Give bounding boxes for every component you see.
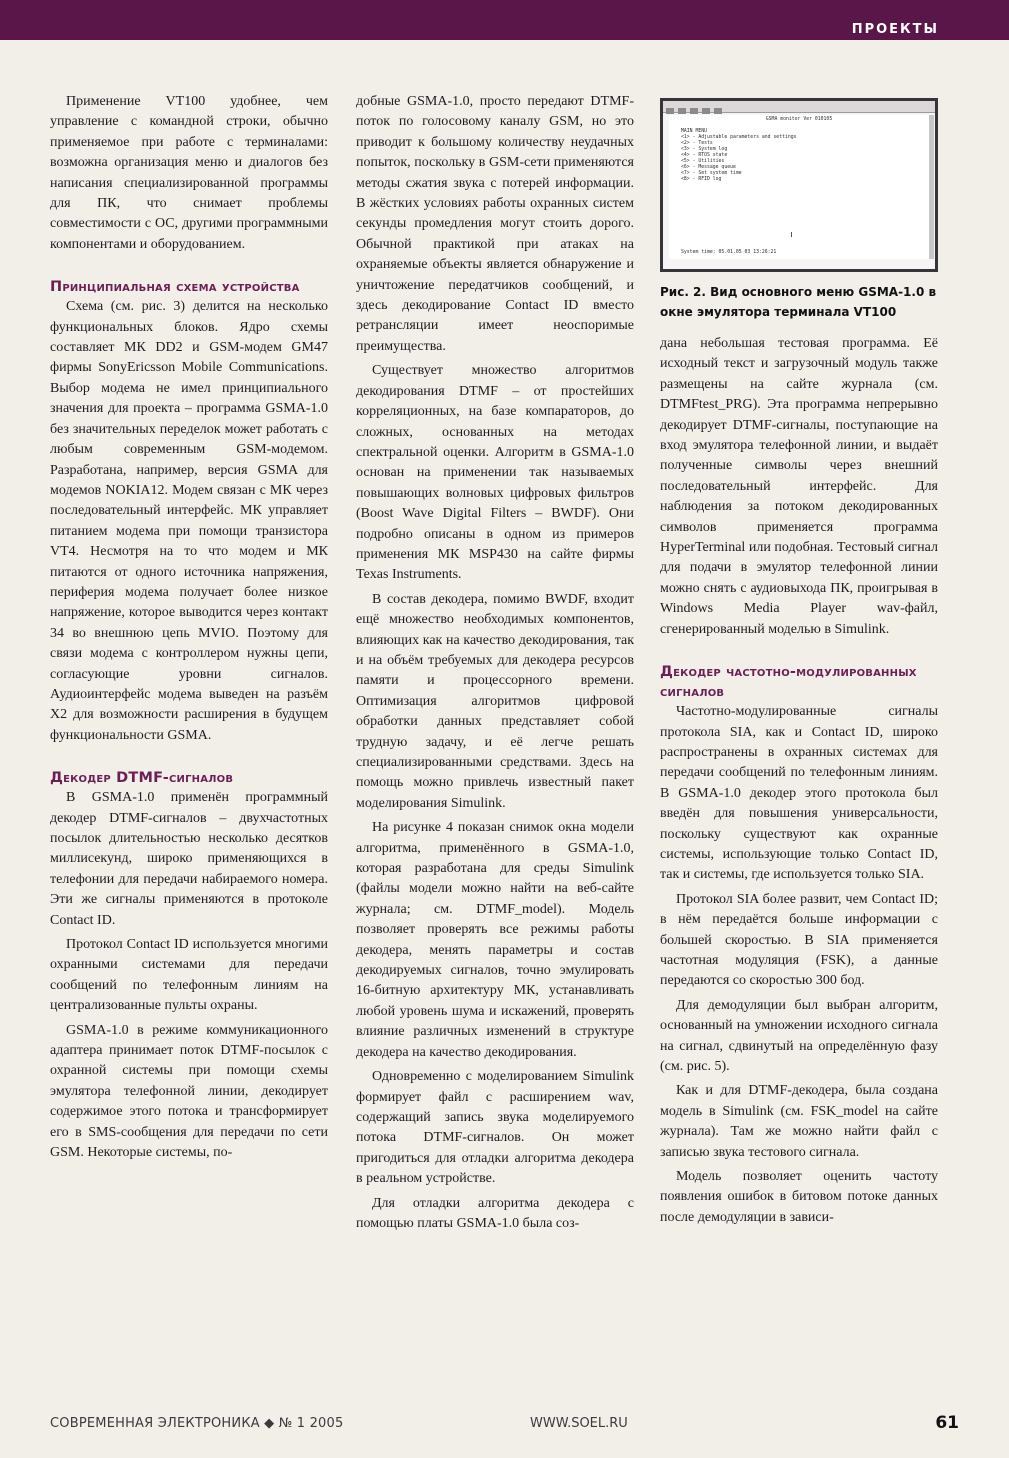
- page-number: 61: [935, 1413, 959, 1433]
- terminal-line: <5> - Utilities: [681, 159, 725, 164]
- column-2: [356, 92, 634, 1234]
- paragraph: Существует множество алгоритмов декодирования DTMF – от простейших корреляционных, на базе компараторов, до сложных, основанных на методах спектральной оценки. Алгоритм в GSMA-1.0 основан на применении так называемых повышающих волновых цифровых фильтров (Boost Wave Digital Filters – BWDF). Они подробно описаны в одном из примеров применения МК MSP430 на сайте фирмы Texas Instruments.: [356, 363, 634, 583]
- section-heading-scheme: Принципиальная схема устройства: [50, 279, 300, 296]
- paragraph: В состав декодера, помимо BWDF, входит ещё множество необходимых компонентов, влияющих как на качество декодирования, так и на объём требуемых для декодера ресурсов памяти и процессорного времени. Оптимизация алгоритмов цифровой обработки данных представляет собой трудную задачу, и её легче решать специализированными средствами. Здесь на помощь можно привлечь известный пакет моделирования Simulink.: [356, 591, 634, 811]
- figure-caption: Рис. 2. Вид основного меню GSMA-1.0 в окне эмулятора терминала VT100: [660, 285, 937, 319]
- page-footer: [50, 1413, 959, 1436]
- magazine-title: СОВРЕМЕННАЯ ЭЛЕКТРОНИКА ◆ № 1 2005: [50, 1416, 344, 1431]
- paragraph: добные GSMA-1.0, просто передают DTMF-поток по голосовому каналу GSM, но это приводит к большому количеству неудачных попыток, поскольку в GSM-сети применяются методы сжатия звука с потерей информации. В жёстких условиях работы охранных систем секунды промедления могут стоить дорого. Обычной практикой при атаках на охраняемые объекты является обнаружение и уничтожение передатчиков сообщений, и здесь декодирование Contact ID вместо ретрансляции имеет неоспоримые преимущества.: [356, 94, 634, 354]
- column-1: [50, 92, 328, 1164]
- terminal-line: <8> - RFID log: [681, 177, 722, 182]
- section-label: ПРОЕКТЫ: [851, 22, 939, 37]
- website-url: WWW.SOEL.RU: [530, 1416, 628, 1431]
- paragraph: Одновременно с моделированием Simulink формирует файл с расширением wav, содержащий запись звука моделируемого потока DTMF-сигналов. Он может пригодиться для отладки алгоритма декодера в реальном устройстве.: [356, 1069, 634, 1187]
- terminal-line: <4> - RTOS state: [681, 153, 728, 158]
- terminal-screenshot-figure: [660, 98, 938, 272]
- terminal-window: [669, 115, 929, 259]
- paragraph: Протокол SIA более развит, чем Contact ID; в нём передаётся больше информации с большей скоростью. В SIA применяется частотная модуляция (FSK), а данные передаются со скоростью 300 бод.: [660, 891, 938, 989]
- paragraph: Как и для DTMF-декодера, была создана модель в Simulink (см. FSK_model на сайте журнала). Там же можно найти файл с записью звука тестового сигнала.: [660, 1083, 938, 1160]
- terminal-menu: [681, 129, 929, 183]
- terminal-scrollbar: [929, 115, 934, 259]
- paragraph: Протокол Contact ID используется многими охранными системами для передачи сообщений по телефонным линиям на централизованные пульты охраны.: [50, 937, 328, 1014]
- paragraph: GSMA-1.0 в режиме коммуникационного адаптера принимает поток DTMF-посылок с охранной системы при помощи схемы эмулятора телефонной линии, декодирует содержимое этого потока и трансформирует его в SMS-сообщения для передачи по сети GSM. Некоторые системы, по-: [50, 1022, 328, 1161]
- section-heading-fsk: Декодер частотно-модулированных сигналов: [660, 664, 917, 701]
- column-3: [660, 92, 938, 1228]
- paragraph: Модель позволяет оценить частоту появления ошибок в битовом потоке данных после демодуляции в зависи-: [660, 1169, 938, 1225]
- paragraph: Применение VT100 удобнее, чем управление с командной строки, обычно применяемое при работе с терминалами: возможна организация меню и диалогов без написания специализированной программы для ПК, что снимает проблемы совместимости с ОС, другими программными компонентами и оборудованием.: [50, 94, 328, 252]
- paragraph: Для отладки алгоритма декодера с помощью платы GSMA-1.0 была соз-: [356, 1195, 634, 1231]
- paragraph: дана небольшая тестовая программа. Её исходный текст и загрузочный модуль также размещены на сайте журнала (см. DTMFtest_PRG). Эта программа непрерывно декодирует DTMF-сигналы, поступающие на вход эмулятора телефонной линии, и выдаёт полученные символы через внешний последовательный интерфейс. Для наблюдения за потоком декодированных символов применяется программа HyperTerminal или подобная. Тестовый сигнал для подачи в эмулятор телефонной линии можно снять с аудиовыхода ПК, проигрывая в Windows Media Player wav-файл, сгенерированный моделью в Simulink.: [660, 336, 938, 637]
- terminal-line: <2> - Tests: [681, 141, 713, 146]
- terminal-line: <7> - Set system time: [681, 171, 742, 176]
- paragraph: Частотно-модулированные сигналы протокола SIA, как и Contact ID, широко распространены в охранных системах для передачи сообщений по телефонным линиям. В GSMA-1.0 декодер этого протокола был введён для повышения универсальности, поскольку существуют как охранные системы, использующие только Contact ID, так и системы, где используется только SIA.: [660, 704, 938, 883]
- paragraph: Схема (см. рис. 3) делится на несколько функциональных блоков. Ядро схемы составляет МК DD2 и GSM-модем GM47 фирмы SonyEricsson Mobile Communications. Выбор модема не имел принципиального значения для проекта – программа GSMA-1.0 без значительных переделок может работать с любым современным GSM-модемом. Разработана, например, версия GSMA для модемов NOKIA12. Модем связан с МК через последовательный интерфейс. МК управляет питанием модема при помощи транзистора VT4. Несмотря на то что модем и МК питаются от одного источника напряжения, периферия модема получает более низкое напряжение, которое выводится через контакт 34 во внешнюю цепь MVIO. Поэтому для связи модема с контроллером нужны цепи, согласующие уровни сигналов. Аудиоинтерфейс модема выведен на разъём X2 для возможности расширения в будущем функциональности GSMA.: [50, 299, 328, 743]
- terminal-line: <1> - Adjustable parameters and settings: [681, 135, 797, 140]
- terminal-cursor: [791, 232, 792, 237]
- terminal-title: GSMA monitor Ver 010105: [765, 117, 833, 122]
- paragraph: В GSMA-1.0 применён программный декодер DTMF-сигналов – двухчастотных посылок длительностью несколько десятков миллисекунд, широко применяющихся в телефонии для передачи набираемого номера. Эти же сигналы применяются в протоколе Contact ID.: [50, 790, 328, 928]
- terminal-status: System time: 05.01.05 03 13:26:21: [681, 250, 777, 255]
- terminal-line: <6> - Message queue: [681, 165, 736, 170]
- paragraph: На рисунке 4 показан снимок окна модели алгоритма, применённого в GSMA-1.0, которая разработана для среды Simulink (файлы модели можно найти на веб-сайте журнала; см. DTMF_model). Модель позволяет проверять все режимы работы декодера, менять параметры и состав декодируемых сигналов, точно эмулировать 16-битную архитектуру МК, устанавливать любой уровень шума и искажений, проверять влияние различных изменений в структуре декодера на качество декодирования.: [356, 820, 634, 1060]
- section-heading-dtmf: Декодер DTMF-сигналов: [50, 770, 234, 787]
- paragraph: Для демодуляции был выбран алгоритм, основанный на умножении исходного сигнала на сигнал, сдвинутый на определённую фазу (см. рис. 5).: [660, 997, 938, 1074]
- terminal-line: <3> - System log: [681, 147, 728, 152]
- terminal-line: MAIN MENU: [681, 129, 707, 134]
- terminal-toolbar: [663, 101, 935, 113]
